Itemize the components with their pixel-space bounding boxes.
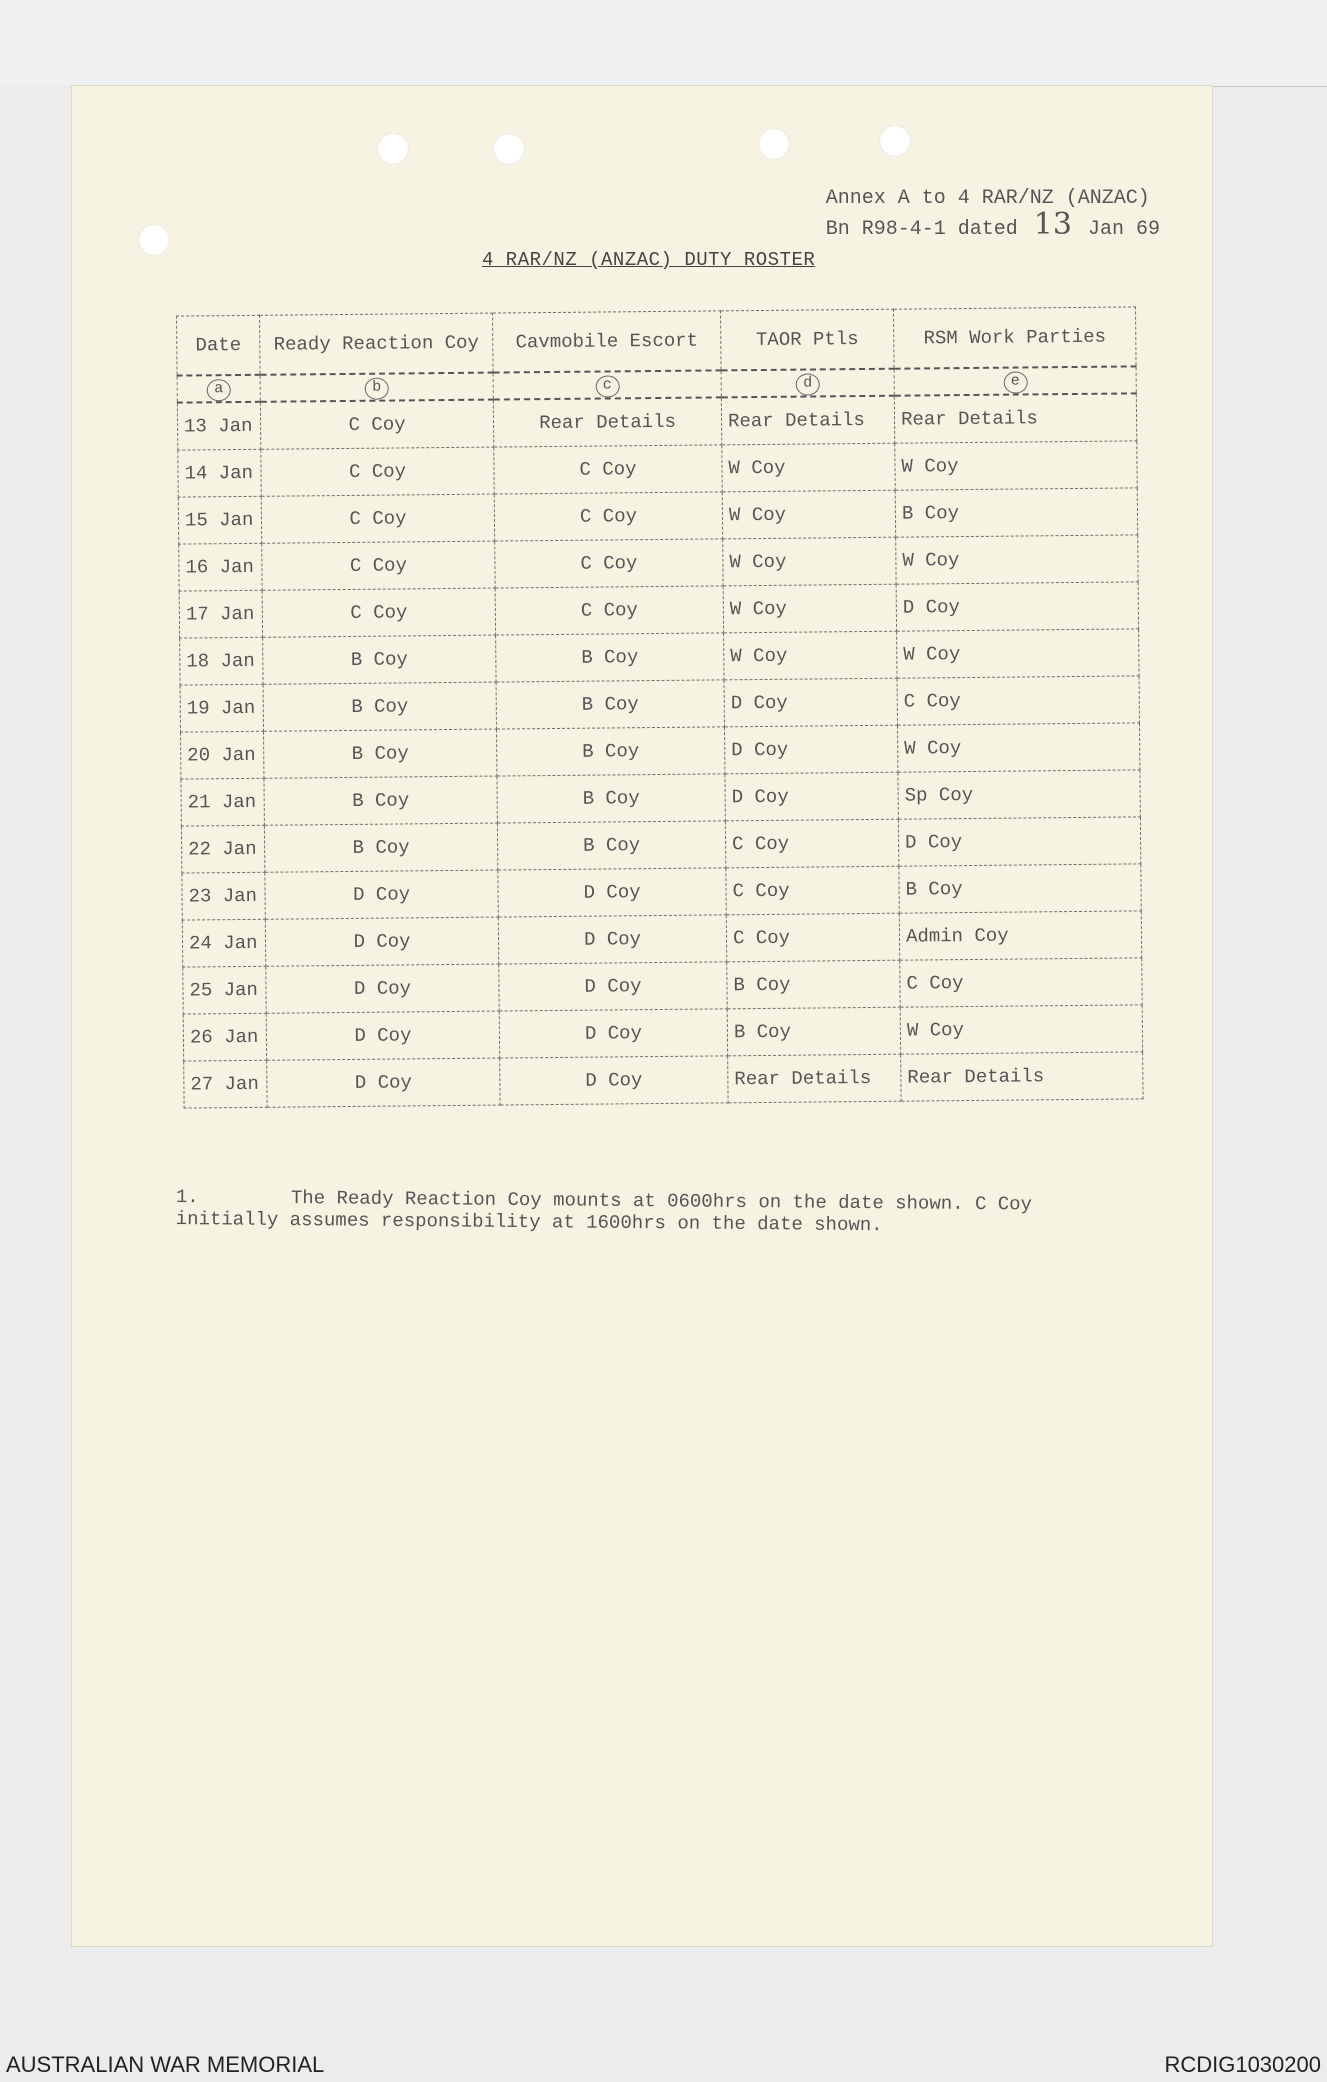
assignment-cell: B Coy xyxy=(727,960,900,1009)
footnote-text-1: The Ready Reaction Coy mounts at 0600hrs on the date shown. C Coy xyxy=(290,1187,1033,1216)
col-letter: c xyxy=(595,375,619,397)
assignment-cell: B Coy xyxy=(727,1007,900,1056)
table-header-row xyxy=(177,307,1137,376)
assignment-cell: B Coy xyxy=(895,488,1137,537)
assignment-cell: W Coy xyxy=(895,441,1137,490)
date-cell: 15 Jan xyxy=(178,496,261,544)
punch-hole xyxy=(138,224,170,256)
annex-line-1: Annex A to 4 RAR/NZ (ANZAC) xyxy=(825,187,1150,210)
assignment-cell: B Coy xyxy=(264,776,497,825)
date-cell: 21 Jan xyxy=(181,778,264,826)
col-header-ready-reaction: Ready Reaction Coy xyxy=(260,313,494,375)
assignment-cell: W Coy xyxy=(723,584,896,633)
assignment-cell: C Coy xyxy=(261,447,494,496)
footnote-line-2: initially assumes responsibility at 1600hrs on the date shown. xyxy=(175,1207,883,1237)
assignment-cell: C Coy xyxy=(261,494,494,543)
assignment-cell: C Coy xyxy=(494,492,722,541)
annex-line-2-suffix: Jan 69 xyxy=(1087,218,1160,241)
assignment-cell: D Coy xyxy=(267,1058,500,1107)
assignment-cell: D Coy xyxy=(265,870,498,919)
duty-roster-table xyxy=(176,306,1144,1108)
assignment-cell: W Coy xyxy=(724,631,897,680)
date-cell: 18 Jan xyxy=(180,637,263,685)
assignment-cell: C Coy xyxy=(262,588,495,637)
assignment-cell: Rear Details xyxy=(728,1054,901,1103)
date-cell: 27 Jan xyxy=(184,1060,267,1108)
assignment-cell: C Coy xyxy=(495,586,723,635)
assignment-cell: D Coy xyxy=(724,725,897,774)
assignment-cell: B Coy xyxy=(497,727,725,776)
footnote xyxy=(176,1186,1116,1238)
assignment-cell: C Coy xyxy=(725,819,898,868)
assignment-cell: Rear Details xyxy=(901,1052,1143,1101)
assignment-cell: D Coy xyxy=(724,678,897,727)
col-letter: b xyxy=(365,378,389,400)
col-header-cavmobile: Cavmobile Escort xyxy=(493,311,722,373)
assignment-cell: D Coy xyxy=(498,915,726,964)
col-header-taor: TAOR Ptls xyxy=(721,309,895,370)
roster-body xyxy=(177,393,1143,1108)
assignment-cell: C Coy xyxy=(900,958,1142,1007)
col-letter-cell xyxy=(493,370,721,399)
assignment-cell: B Coy xyxy=(496,680,724,729)
col-letter: d xyxy=(796,373,820,395)
assignment-cell: Admin Coy xyxy=(899,911,1141,960)
assignment-cell: C Coy xyxy=(494,445,722,494)
archive-caption-left: AUSTRALIAN WAR MEMORIAL xyxy=(6,2052,325,2077)
assignment-cell: Rear Details xyxy=(894,393,1136,443)
assignment-cell: B Coy xyxy=(899,864,1141,913)
date-cell: 22 Jan xyxy=(181,825,264,873)
date-cell: 24 Jan xyxy=(182,919,265,967)
date-cell: 20 Jan xyxy=(181,731,264,779)
assignment-cell: B Coy xyxy=(263,635,496,684)
assignment-cell: D Coy xyxy=(499,962,727,1011)
assignment-cell: B Coy xyxy=(496,633,724,682)
annex-line-2 xyxy=(825,207,1160,243)
document-title: 4 RAR/NZ (ANZAC) DUTY ROSTER xyxy=(482,249,816,271)
assignment-cell: C Coy xyxy=(262,541,495,590)
col-header-rsm: RSM Work Parties xyxy=(893,307,1136,369)
col-letter: e xyxy=(1003,371,1027,393)
assignment-cell: D Coy xyxy=(499,1009,727,1058)
date-cell: 16 Jan xyxy=(179,543,262,591)
col-header-date: Date xyxy=(177,315,261,375)
date-cell: 25 Jan xyxy=(183,966,266,1014)
assignment-cell: D Coy xyxy=(265,917,498,966)
footnote-number: 1. xyxy=(175,1186,199,1209)
date-cell: 23 Jan xyxy=(182,872,265,920)
assignment-cell: W Coy xyxy=(896,535,1138,584)
date-cell: 14 Jan xyxy=(178,449,261,497)
assignment-cell: Sp Coy xyxy=(898,770,1140,819)
date-cell: 26 Jan xyxy=(183,1013,266,1061)
assignment-cell: B Coy xyxy=(263,682,496,731)
col-letter-cell xyxy=(894,366,1136,395)
col-letter-cell xyxy=(177,375,260,403)
assignment-cell: W Coy xyxy=(897,629,1139,678)
assignment-cell: W Coy xyxy=(897,723,1139,772)
assignment-cell: B Coy xyxy=(264,823,497,872)
date-cell: 13 Jan xyxy=(177,402,260,450)
assignment-cell: W Coy xyxy=(722,490,895,539)
handwritten-day: 13 xyxy=(1033,207,1072,242)
punch-hole xyxy=(493,133,525,165)
document-page xyxy=(72,86,1212,1946)
assignment-cell: D Coy xyxy=(896,582,1138,631)
archive-caption-right: RCDIG1030200 xyxy=(1164,2052,1321,2077)
assignment-cell: D Coy xyxy=(898,817,1140,866)
col-letter-cell xyxy=(721,369,894,398)
annex-reference xyxy=(826,186,1160,243)
col-letter: a xyxy=(207,379,231,401)
assignment-cell: W Coy xyxy=(900,1005,1142,1054)
punch-hole xyxy=(879,125,911,157)
assignment-cell: Rear Details xyxy=(721,396,894,445)
annex-line-2-prefix: Bn R98-4-1 dated xyxy=(825,218,1018,241)
assignment-cell: D Coy xyxy=(725,772,898,821)
assignment-cell: D Coy xyxy=(500,1056,728,1105)
assignment-cell: B Coy xyxy=(497,774,725,823)
assignment-cell: D Coy xyxy=(266,964,499,1013)
assignment-cell: Rear Details xyxy=(493,397,721,447)
date-cell: 17 Jan xyxy=(179,590,262,638)
assignment-cell: W Coy xyxy=(722,443,895,492)
col-letter-cell xyxy=(260,373,493,402)
assignment-cell: C Coy xyxy=(897,676,1139,725)
assignment-cell: C Coy xyxy=(260,400,493,450)
assignment-cell: D Coy xyxy=(498,868,726,917)
scan-background-top xyxy=(0,0,1327,86)
punch-hole xyxy=(377,133,409,165)
table-row xyxy=(184,1052,1143,1108)
assignment-cell: B Coy xyxy=(497,821,725,870)
date-cell: 19 Jan xyxy=(180,684,263,732)
assignment-cell: C Coy xyxy=(726,913,899,962)
assignment-cell: B Coy xyxy=(264,729,497,778)
punch-hole xyxy=(758,128,790,160)
assignment-cell: D Coy xyxy=(266,1011,499,1060)
assignment-cell: W Coy xyxy=(723,537,896,586)
assignment-cell: C Coy xyxy=(495,539,723,588)
assignment-cell: C Coy xyxy=(726,866,899,915)
